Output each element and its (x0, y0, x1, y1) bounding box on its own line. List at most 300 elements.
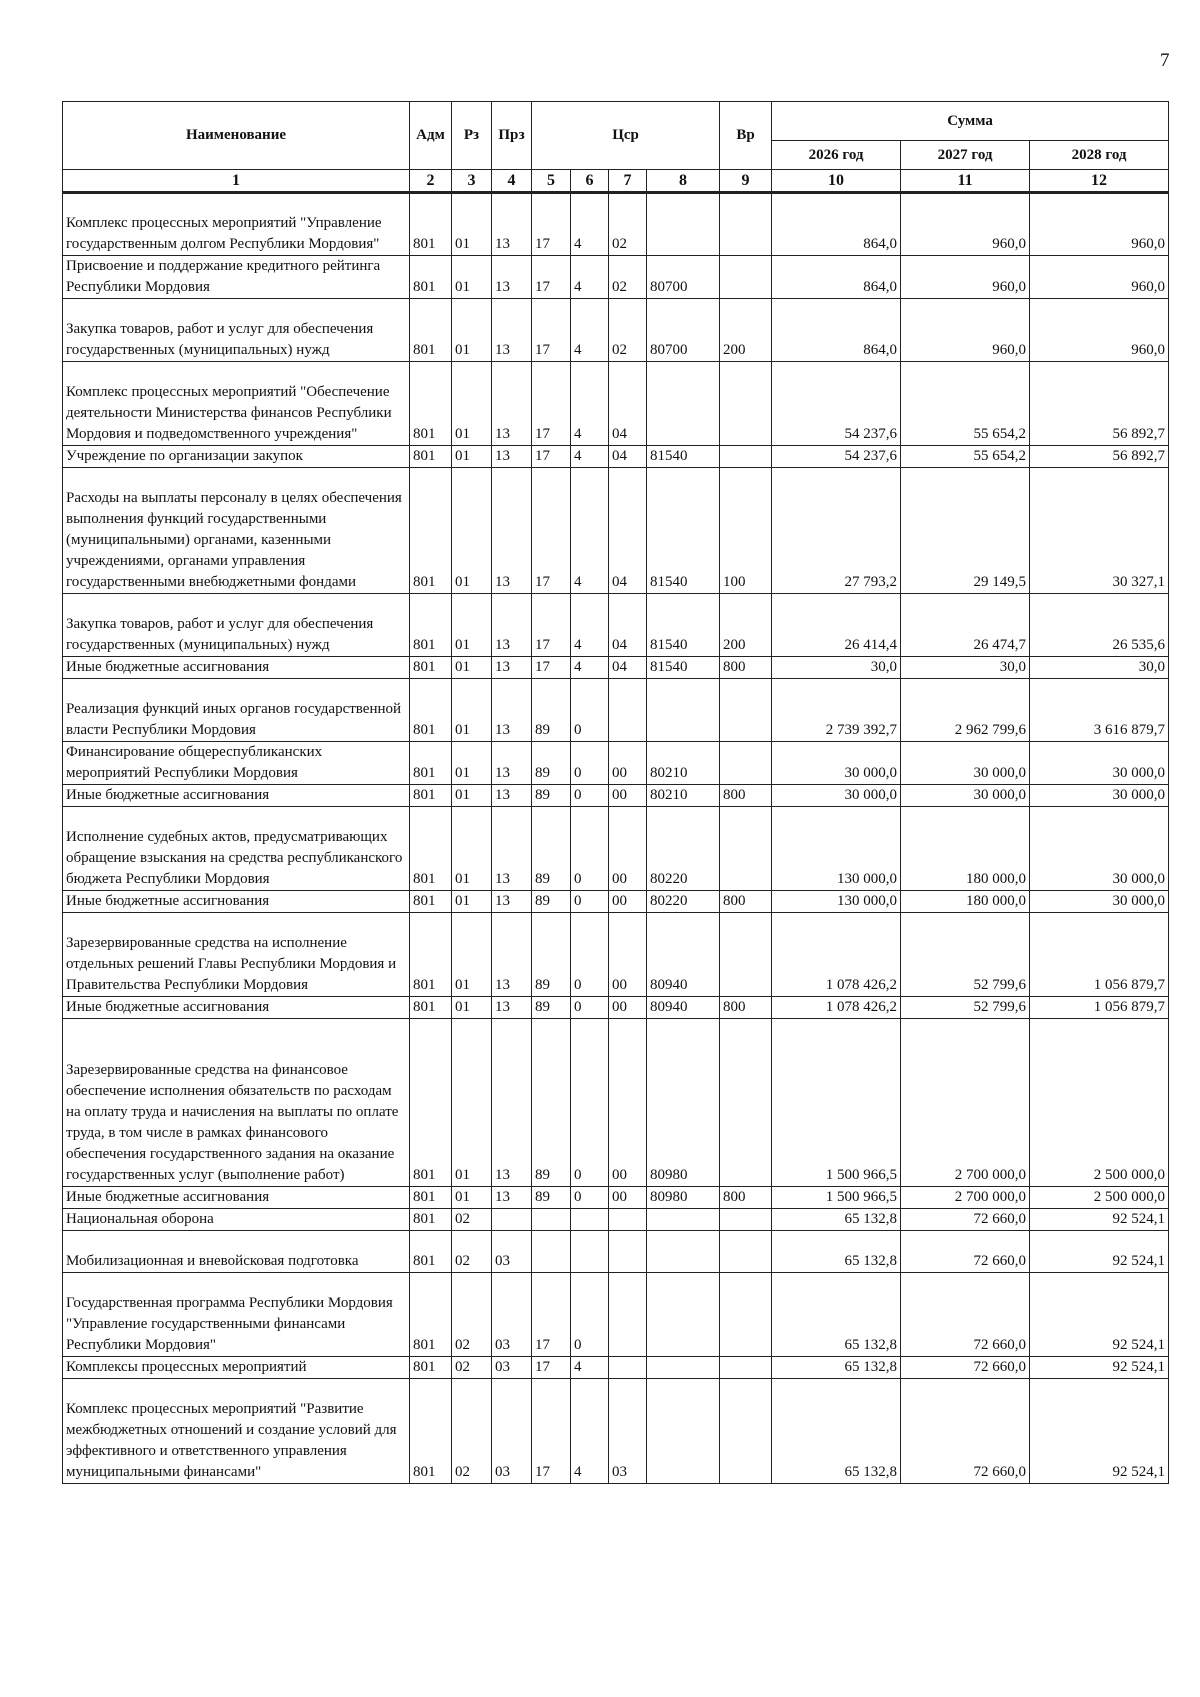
table-row (63, 1019, 1169, 1187)
row-csr-direction: 81540 (647, 594, 720, 657)
row-rz: 01 (452, 785, 492, 807)
table-row (63, 785, 1169, 807)
row-rz: 02 (452, 1357, 492, 1379)
row-rz: 01 (452, 468, 492, 594)
row-prz: 13 (492, 193, 532, 256)
row-sum-2026: 1 500 966,5 (772, 1019, 901, 1187)
row-csr-direction: 80980 (647, 1187, 720, 1209)
row-csr-structure: 03 (609, 1379, 647, 1484)
row-rz: 01 (452, 446, 492, 468)
row-csr-structure: 00 (609, 913, 647, 997)
row-name: Иные бюджетные ассигнования (63, 1187, 410, 1209)
row-sum-2028: 2 500 000,0 (1030, 1187, 1169, 1209)
row-sum-2026: 1 078 426,2 (772, 913, 901, 997)
row-sum-2027: 72 660,0 (901, 1273, 1030, 1357)
row-csr-type: 0 (571, 679, 609, 742)
row-sum-2028: 3 616 879,7 (1030, 679, 1169, 742)
column-number: 1 (63, 170, 410, 193)
row-sum-2026: 26 414,4 (772, 594, 901, 657)
row-vr (720, 807, 772, 891)
row-csr-program: 17 (532, 468, 571, 594)
row-sum-2028: 2 500 000,0 (1030, 1019, 1169, 1187)
row-csr-program: 17 (532, 1379, 571, 1484)
row-vr (720, 446, 772, 468)
row-vr (720, 1273, 772, 1357)
row-sum-2027: 72 660,0 (901, 1357, 1030, 1379)
row-sum-2026: 864,0 (772, 193, 901, 256)
row-sum-2027: 26 474,7 (901, 594, 1030, 657)
row-vr (720, 913, 772, 997)
row-csr-program: 89 (532, 742, 571, 785)
row-sum-2026: 130 000,0 (772, 891, 901, 913)
row-csr-program: 89 (532, 997, 571, 1019)
row-sum-2027: 72 660,0 (901, 1379, 1030, 1484)
row-prz: 13 (492, 468, 532, 594)
row-sum-2028: 92 524,1 (1030, 1231, 1169, 1273)
row-prz (492, 1209, 532, 1231)
row-csr-type: 0 (571, 913, 609, 997)
row-csr-program: 17 (532, 362, 571, 446)
row-rz: 01 (452, 256, 492, 299)
row-csr-structure (609, 679, 647, 742)
row-csr-structure: 00 (609, 1019, 647, 1187)
row-name: Закупка товаров, работ и услуг для обеспечения государственных (муниципальных) нужд (63, 299, 410, 362)
row-csr-type: 0 (571, 1273, 609, 1357)
table-row (63, 594, 1169, 657)
table-row (63, 913, 1169, 997)
row-sum-2027: 2 700 000,0 (901, 1019, 1030, 1187)
table-row (63, 1357, 1169, 1379)
row-rz: 01 (452, 807, 492, 891)
row-vr (720, 256, 772, 299)
row-prz: 13 (492, 891, 532, 913)
row-vr (720, 1209, 772, 1231)
row-prz: 13 (492, 807, 532, 891)
row-csr-type: 4 (571, 657, 609, 679)
row-csr-direction (647, 1379, 720, 1484)
row-vr (720, 1019, 772, 1187)
column-number: 8 (647, 170, 720, 193)
row-prz: 03 (492, 1357, 532, 1379)
row-name: Присвоение и поддержание кредитного рейтинга Республики Мордовия (63, 256, 410, 299)
row-adm: 801 (410, 256, 452, 299)
row-sum-2027: 2 962 799,6 (901, 679, 1030, 742)
row-sum-2028: 30,0 (1030, 657, 1169, 679)
row-vr: 100 (720, 468, 772, 594)
row-csr-type: 4 (571, 594, 609, 657)
row-prz: 13 (492, 997, 532, 1019)
row-csr-program: 17 (532, 1357, 571, 1379)
row-csr-direction: 80700 (647, 299, 720, 362)
row-sum-2028: 92 524,1 (1030, 1379, 1169, 1484)
row-vr: 200 (720, 594, 772, 657)
row-sum-2026: 27 793,2 (772, 468, 901, 594)
row-csr-structure: 00 (609, 997, 647, 1019)
row-name: Иные бюджетные ассигнования (63, 657, 410, 679)
row-csr-structure: 04 (609, 362, 647, 446)
row-sum-2027: 52 799,6 (901, 913, 1030, 997)
row-sum-2026: 30,0 (772, 657, 901, 679)
budget-table (62, 101, 1169, 1484)
row-sum-2027: 960,0 (901, 299, 1030, 362)
row-rz: 02 (452, 1273, 492, 1357)
row-csr-direction: 81540 (647, 657, 720, 679)
row-csr-direction: 80220 (647, 891, 720, 913)
row-csr-direction: 80700 (647, 256, 720, 299)
row-rz: 01 (452, 594, 492, 657)
row-sum-2026: 65 132,8 (772, 1209, 901, 1231)
row-adm: 801 (410, 742, 452, 785)
row-sum-2026: 30 000,0 (772, 742, 901, 785)
row-rz: 01 (452, 679, 492, 742)
row-sum-2028: 30 000,0 (1030, 742, 1169, 785)
row-name: Комплекс процессных мероприятий "Развитие межбюджетных отношений и создание условий для эффективного и ответственного управления муниципальными финансами" (63, 1379, 410, 1484)
row-sum-2027: 180 000,0 (901, 807, 1030, 891)
row-prz: 13 (492, 1019, 532, 1187)
row-csr-program: 89 (532, 1187, 571, 1209)
row-csr-program: 89 (532, 913, 571, 997)
table-row (63, 256, 1169, 299)
row-prz: 03 (492, 1231, 532, 1273)
row-csr-direction: 80940 (647, 913, 720, 997)
row-sum-2028: 30 000,0 (1030, 891, 1169, 913)
row-csr-direction (647, 679, 720, 742)
row-csr-direction (647, 1273, 720, 1357)
row-sum-2028: 1 056 879,7 (1030, 913, 1169, 997)
row-adm: 801 (410, 1209, 452, 1231)
row-csr-type: 4 (571, 1357, 609, 1379)
row-sum-2028: 92 524,1 (1030, 1209, 1169, 1231)
row-sum-2027: 72 660,0 (901, 1231, 1030, 1273)
table-row (63, 1187, 1169, 1209)
row-rz: 01 (452, 742, 492, 785)
row-vr: 800 (720, 657, 772, 679)
table-row (63, 1273, 1169, 1357)
row-sum-2026: 2 739 392,7 (772, 679, 901, 742)
row-vr: 800 (720, 1187, 772, 1209)
row-csr-direction: 81540 (647, 446, 720, 468)
row-adm: 801 (410, 1273, 452, 1357)
row-prz: 13 (492, 679, 532, 742)
row-vr (720, 1231, 772, 1273)
row-csr-direction: 80980 (647, 1019, 720, 1187)
table-row (63, 299, 1169, 362)
row-adm: 801 (410, 193, 452, 256)
table-row (63, 807, 1169, 891)
row-sum-2027: 30 000,0 (901, 785, 1030, 807)
row-csr-structure: 04 (609, 446, 647, 468)
row-csr-type: 0 (571, 807, 609, 891)
row-sum-2028: 960,0 (1030, 256, 1169, 299)
row-sum-2026: 1 078 426,2 (772, 997, 901, 1019)
row-sum-2026: 65 132,8 (772, 1357, 901, 1379)
row-name: Иные бюджетные ассигнования (63, 997, 410, 1019)
row-vr (720, 1379, 772, 1484)
row-csr-program: 89 (532, 785, 571, 807)
row-adm: 801 (410, 679, 452, 742)
row-csr-type: 0 (571, 997, 609, 1019)
row-sum-2027: 30 000,0 (901, 742, 1030, 785)
table-row (63, 891, 1169, 913)
row-rz: 01 (452, 299, 492, 362)
row-sum-2027: 960,0 (901, 193, 1030, 256)
row-vr (720, 742, 772, 785)
row-prz: 13 (492, 785, 532, 807)
row-rz: 01 (452, 1187, 492, 1209)
row-sum-2028: 26 535,6 (1030, 594, 1169, 657)
row-adm: 801 (410, 891, 452, 913)
row-prz: 13 (492, 742, 532, 785)
row-adm: 801 (410, 657, 452, 679)
header-year-2026: 2026 год (772, 141, 901, 170)
row-rz: 01 (452, 891, 492, 913)
row-sum-2026: 54 237,6 (772, 362, 901, 446)
row-csr-program: 17 (532, 446, 571, 468)
row-adm: 801 (410, 1357, 452, 1379)
row-name: Иные бюджетные ассигнования (63, 785, 410, 807)
row-vr: 200 (720, 299, 772, 362)
header-rz: Рз (452, 102, 492, 170)
row-sum-2026: 130 000,0 (772, 807, 901, 891)
row-name: Зарезервированные средства на исполнение отдельных решений Главы Республики Мордовия и Правительства Республики Мордовия (63, 913, 410, 997)
row-vr (720, 1357, 772, 1379)
row-sum-2026: 65 132,8 (772, 1231, 901, 1273)
row-csr-program: 17 (532, 193, 571, 256)
row-sum-2026: 864,0 (772, 256, 901, 299)
row-rz: 01 (452, 657, 492, 679)
row-csr-structure: 04 (609, 657, 647, 679)
row-prz: 13 (492, 1187, 532, 1209)
row-adm: 801 (410, 1019, 452, 1187)
row-csr-type: 0 (571, 1187, 609, 1209)
row-csr-structure: 00 (609, 807, 647, 891)
column-number: 5 (532, 170, 571, 193)
row-prz: 13 (492, 256, 532, 299)
row-csr-type: 0 (571, 742, 609, 785)
row-csr-direction: 81540 (647, 468, 720, 594)
row-prz: 03 (492, 1273, 532, 1357)
row-sum-2028: 92 524,1 (1030, 1357, 1169, 1379)
row-rz: 02 (452, 1231, 492, 1273)
row-vr: 800 (720, 891, 772, 913)
row-adm: 801 (410, 1187, 452, 1209)
row-sum-2028: 92 524,1 (1030, 1273, 1169, 1357)
row-sum-2028: 30 000,0 (1030, 807, 1169, 891)
header-adm: Адм (410, 102, 452, 170)
row-csr-type: 4 (571, 193, 609, 256)
row-csr-direction (647, 193, 720, 256)
row-adm: 801 (410, 913, 452, 997)
row-csr-structure: 02 (609, 299, 647, 362)
row-csr-program: 89 (532, 1019, 571, 1187)
row-sum-2026: 864,0 (772, 299, 901, 362)
row-name: Учреждение по организации закупок (63, 446, 410, 468)
row-sum-2027: 2 700 000,0 (901, 1187, 1030, 1209)
row-csr-program: 17 (532, 299, 571, 362)
row-csr-direction: 80210 (647, 785, 720, 807)
row-csr-structure: 00 (609, 785, 647, 807)
row-sum-2027: 960,0 (901, 256, 1030, 299)
row-csr-direction (647, 362, 720, 446)
table-row (63, 1379, 1169, 1484)
column-number: 7 (609, 170, 647, 193)
row-name: Мобилизационная и вневойсковая подготовка (63, 1231, 410, 1273)
row-csr-structure (609, 1231, 647, 1273)
row-csr-type (571, 1231, 609, 1273)
row-csr-direction: 80220 (647, 807, 720, 891)
row-csr-structure (609, 1209, 647, 1231)
row-csr-structure: 00 (609, 742, 647, 785)
header-csr: Цср (532, 102, 720, 170)
row-sum-2028: 960,0 (1030, 299, 1169, 362)
row-adm: 801 (410, 1379, 452, 1484)
row-prz: 13 (492, 299, 532, 362)
row-csr-program: 89 (532, 679, 571, 742)
row-name: Финансирование общереспубликанских мероприятий Республики Мордовия (63, 742, 410, 785)
row-csr-direction (647, 1357, 720, 1379)
column-numbers-row (63, 170, 1169, 193)
row-adm: 801 (410, 362, 452, 446)
row-prz: 03 (492, 1379, 532, 1484)
row-name: Национальная оборона (63, 1209, 410, 1231)
row-csr-direction: 80940 (647, 997, 720, 1019)
row-csr-structure: 04 (609, 594, 647, 657)
row-csr-type: 4 (571, 299, 609, 362)
row-rz: 01 (452, 997, 492, 1019)
row-sum-2028: 30 000,0 (1030, 785, 1169, 807)
row-sum-2026: 65 132,8 (772, 1273, 901, 1357)
row-csr-type: 4 (571, 446, 609, 468)
header-sum: Сумма (772, 102, 1169, 141)
row-rz: 02 (452, 1379, 492, 1484)
row-sum-2027: 52 799,6 (901, 997, 1030, 1019)
row-csr-program (532, 1231, 571, 1273)
row-csr-structure: 00 (609, 1187, 647, 1209)
table-row (63, 1209, 1169, 1231)
row-adm: 801 (410, 299, 452, 362)
table-row (63, 446, 1169, 468)
row-sum-2027: 55 654,2 (901, 446, 1030, 468)
header-prz: Прз (492, 102, 532, 170)
row-csr-type: 4 (571, 468, 609, 594)
row-csr-structure: 00 (609, 891, 647, 913)
row-adm: 801 (410, 785, 452, 807)
row-csr-type: 4 (571, 1379, 609, 1484)
table-row (63, 193, 1169, 256)
row-sum-2028: 56 892,7 (1030, 446, 1169, 468)
row-name: Комплекс процессных мероприятий "Обеспечение деятельности Министерства финансов Республики Мордовия и подведомственного учреждения" (63, 362, 410, 446)
row-sum-2026: 65 132,8 (772, 1379, 901, 1484)
row-sum-2027: 29 149,5 (901, 468, 1030, 594)
row-rz: 01 (452, 1019, 492, 1187)
column-number: 11 (901, 170, 1030, 193)
row-vr (720, 679, 772, 742)
row-sum-2028: 960,0 (1030, 193, 1169, 256)
column-number: 2 (410, 170, 452, 193)
table-row (63, 742, 1169, 785)
header-year-2028: 2028 год (1030, 141, 1169, 170)
row-csr-structure: 02 (609, 193, 647, 256)
row-prz: 13 (492, 913, 532, 997)
row-csr-type: 4 (571, 362, 609, 446)
row-name: Государственная программа Республики Мордовия "Управление государственными финансами Республики Мордовия" (63, 1273, 410, 1357)
table-row (63, 679, 1169, 742)
column-number: 4 (492, 170, 532, 193)
row-csr-type: 0 (571, 1019, 609, 1187)
row-adm: 801 (410, 594, 452, 657)
row-name: Комплекс процессных мероприятий "Управление государственным долгом Республики Мордовия" (63, 193, 410, 256)
row-csr-type: 4 (571, 256, 609, 299)
row-csr-direction: 80210 (647, 742, 720, 785)
table-row (63, 657, 1169, 679)
table-row (63, 362, 1169, 446)
header-year-2027: 2027 год (901, 141, 1030, 170)
page-number: 7 (1160, 50, 1170, 71)
table-row (63, 1231, 1169, 1273)
row-adm: 801 (410, 468, 452, 594)
row-name: Реализация функций иных органов государственной власти Республики Мордовия (63, 679, 410, 742)
row-csr-program: 89 (532, 891, 571, 913)
row-vr: 800 (720, 785, 772, 807)
row-vr (720, 193, 772, 256)
row-prz: 13 (492, 594, 532, 657)
header-name: Наименование (63, 102, 410, 170)
row-vr: 800 (720, 997, 772, 1019)
row-sum-2027: 30,0 (901, 657, 1030, 679)
row-csr-type: 0 (571, 785, 609, 807)
column-number: 10 (772, 170, 901, 193)
row-csr-structure: 04 (609, 468, 647, 594)
row-rz: 01 (452, 913, 492, 997)
row-name: Исполнение судебных актов, предусматривающих обращение взыскания на средства республиканского бюджета Республики Мордовия (63, 807, 410, 891)
row-name: Расходы на выплаты персоналу в целях обеспечения выполнения функций государственными (муниципальными) органами, казенными учреждениями, органами управления государственными внебюджетными фондами (63, 468, 410, 594)
row-csr-program: 17 (532, 1273, 571, 1357)
column-number: 6 (571, 170, 609, 193)
row-csr-program: 89 (532, 807, 571, 891)
row-csr-program (532, 1209, 571, 1231)
row-sum-2027: 55 654,2 (901, 362, 1030, 446)
row-csr-structure (609, 1357, 647, 1379)
row-rz: 01 (452, 362, 492, 446)
row-csr-structure: 02 (609, 256, 647, 299)
row-csr-direction (647, 1231, 720, 1273)
row-prz: 13 (492, 362, 532, 446)
row-sum-2027: 72 660,0 (901, 1209, 1030, 1231)
row-sum-2026: 54 237,6 (772, 446, 901, 468)
row-adm: 801 (410, 446, 452, 468)
row-adm: 801 (410, 807, 452, 891)
row-adm: 801 (410, 997, 452, 1019)
row-sum-2026: 30 000,0 (772, 785, 901, 807)
row-csr-direction (647, 1209, 720, 1231)
row-prz: 13 (492, 657, 532, 679)
row-sum-2027: 180 000,0 (901, 891, 1030, 913)
column-number: 9 (720, 170, 772, 193)
row-rz: 01 (452, 193, 492, 256)
column-number: 12 (1030, 170, 1169, 193)
column-number: 3 (452, 170, 492, 193)
row-adm: 801 (410, 1231, 452, 1273)
row-csr-program: 17 (532, 594, 571, 657)
row-csr-program: 17 (532, 657, 571, 679)
row-csr-structure (609, 1273, 647, 1357)
row-csr-type (571, 1209, 609, 1231)
row-rz: 02 (452, 1209, 492, 1231)
row-sum-2028: 56 892,7 (1030, 362, 1169, 446)
row-csr-program: 17 (532, 256, 571, 299)
row-name: Комплексы процессных мероприятий (63, 1357, 410, 1379)
row-name: Иные бюджетные ассигнования (63, 891, 410, 913)
